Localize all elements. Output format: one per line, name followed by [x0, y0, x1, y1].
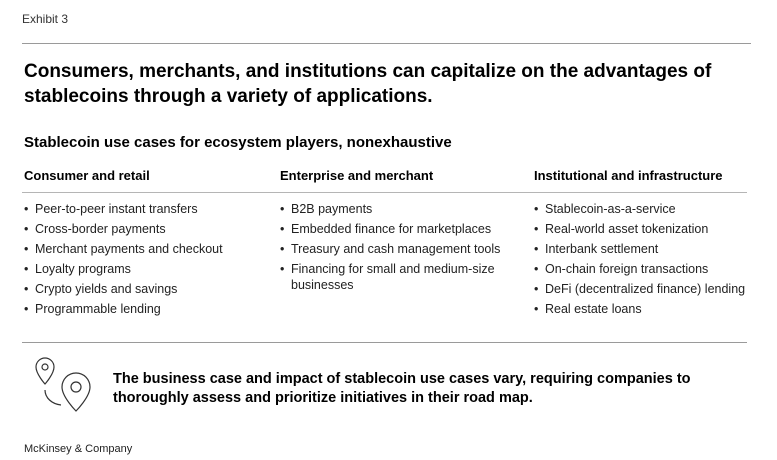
- list-item-label: Cross-border payments: [35, 222, 166, 236]
- list-item: [280, 241, 511, 257]
- list-item: [534, 261, 745, 277]
- list-item-label: Merchant payments and checkout: [35, 242, 223, 256]
- column-institutional-infrastructure: [534, 168, 749, 316]
- bullet-icon: •: [280, 262, 285, 276]
- list-item: [24, 221, 223, 237]
- list-item-label: On-chain foreign transactions: [545, 262, 709, 276]
- bullet-icon: •: [24, 222, 29, 236]
- list-item-label: Peer-to-peer instant transfers: [35, 202, 198, 216]
- list-item-label: Financing for small and medium-size businesses: [291, 262, 495, 292]
- bullet-icon: •: [280, 222, 285, 236]
- list-item: [534, 241, 745, 257]
- top-divider: [22, 43, 751, 44]
- list-item: [24, 281, 223, 297]
- list-item: [24, 261, 223, 277]
- list-item-label: Interbank settlement: [545, 242, 659, 256]
- list-item-label: Stablecoin-as-a-service: [545, 202, 676, 216]
- bullet-icon: •: [534, 302, 539, 316]
- bullet-icon: •: [534, 202, 539, 216]
- list-item-label: DeFi (decentralized finance) lending: [545, 282, 746, 296]
- bullet-icon: •: [280, 242, 285, 256]
- column-consumer-retail: [24, 168, 274, 316]
- list-item: [534, 281, 745, 297]
- list-item-label: Treasury and cash management tools: [291, 242, 501, 256]
- chart-subtitle: Stablecoin use cases for ecosystem players, nonexhaustive: [24, 134, 452, 151]
- bullet-icon: •: [24, 262, 29, 276]
- column-heading: Consumer and retail: [24, 168, 150, 183]
- bullet-icon: •: [534, 222, 539, 236]
- bullet-icon: •: [24, 302, 29, 316]
- bullet-icon: •: [534, 262, 539, 276]
- footer-brand: McKinsey & Company: [24, 443, 133, 455]
- column-enterprise-merchant: [280, 168, 530, 292]
- bullet-icon: •: [24, 242, 29, 256]
- page-title: Consumers, merchants, and institutions can capitalize on the advantages of stablecoins through a variety of applications.: [24, 61, 712, 107]
- list-item-label: Real estate loans: [545, 302, 642, 316]
- column-heading: Enterprise and merchant: [280, 168, 434, 183]
- list-item: [24, 301, 223, 317]
- bullet-icon: •: [534, 282, 539, 296]
- bullet-icon: •: [24, 202, 29, 216]
- list-item: [534, 221, 745, 237]
- use-case-list: [534, 201, 745, 321]
- header-divider: [22, 192, 747, 193]
- exhibit-label: Exhibit 3: [22, 12, 69, 26]
- list-item: [24, 201, 223, 217]
- list-item-label: Embedded finance for marketplaces: [291, 222, 492, 236]
- list-item-label: Real-world asset tokenization: [545, 222, 709, 236]
- list-item: [534, 301, 745, 317]
- location-pins-icon: [34, 357, 96, 413]
- callout-text: The business case and impact of stablecoin use cases vary, requiring companies to thoroughly assess and prioritize initiatives in their road map.: [113, 371, 691, 406]
- use-case-list: [280, 201, 511, 297]
- list-item-label: Programmable lending: [35, 302, 161, 316]
- bullet-icon: •: [534, 242, 539, 256]
- bullet-icon: •: [24, 282, 29, 296]
- list-item-label: Loyalty programs: [35, 262, 131, 276]
- use-case-list: [24, 201, 223, 321]
- list-item-label: Crypto yields and savings: [35, 282, 178, 296]
- list-item: [24, 241, 223, 257]
- list-item: [534, 201, 745, 217]
- bullet-icon: •: [280, 202, 285, 216]
- bottom-divider: [22, 342, 747, 343]
- list-item: [280, 221, 511, 237]
- list-item: [280, 201, 511, 217]
- column-heading: Institutional and infrastructure: [534, 168, 723, 183]
- list-item-label: B2B payments: [291, 202, 373, 216]
- list-item: [280, 261, 511, 293]
